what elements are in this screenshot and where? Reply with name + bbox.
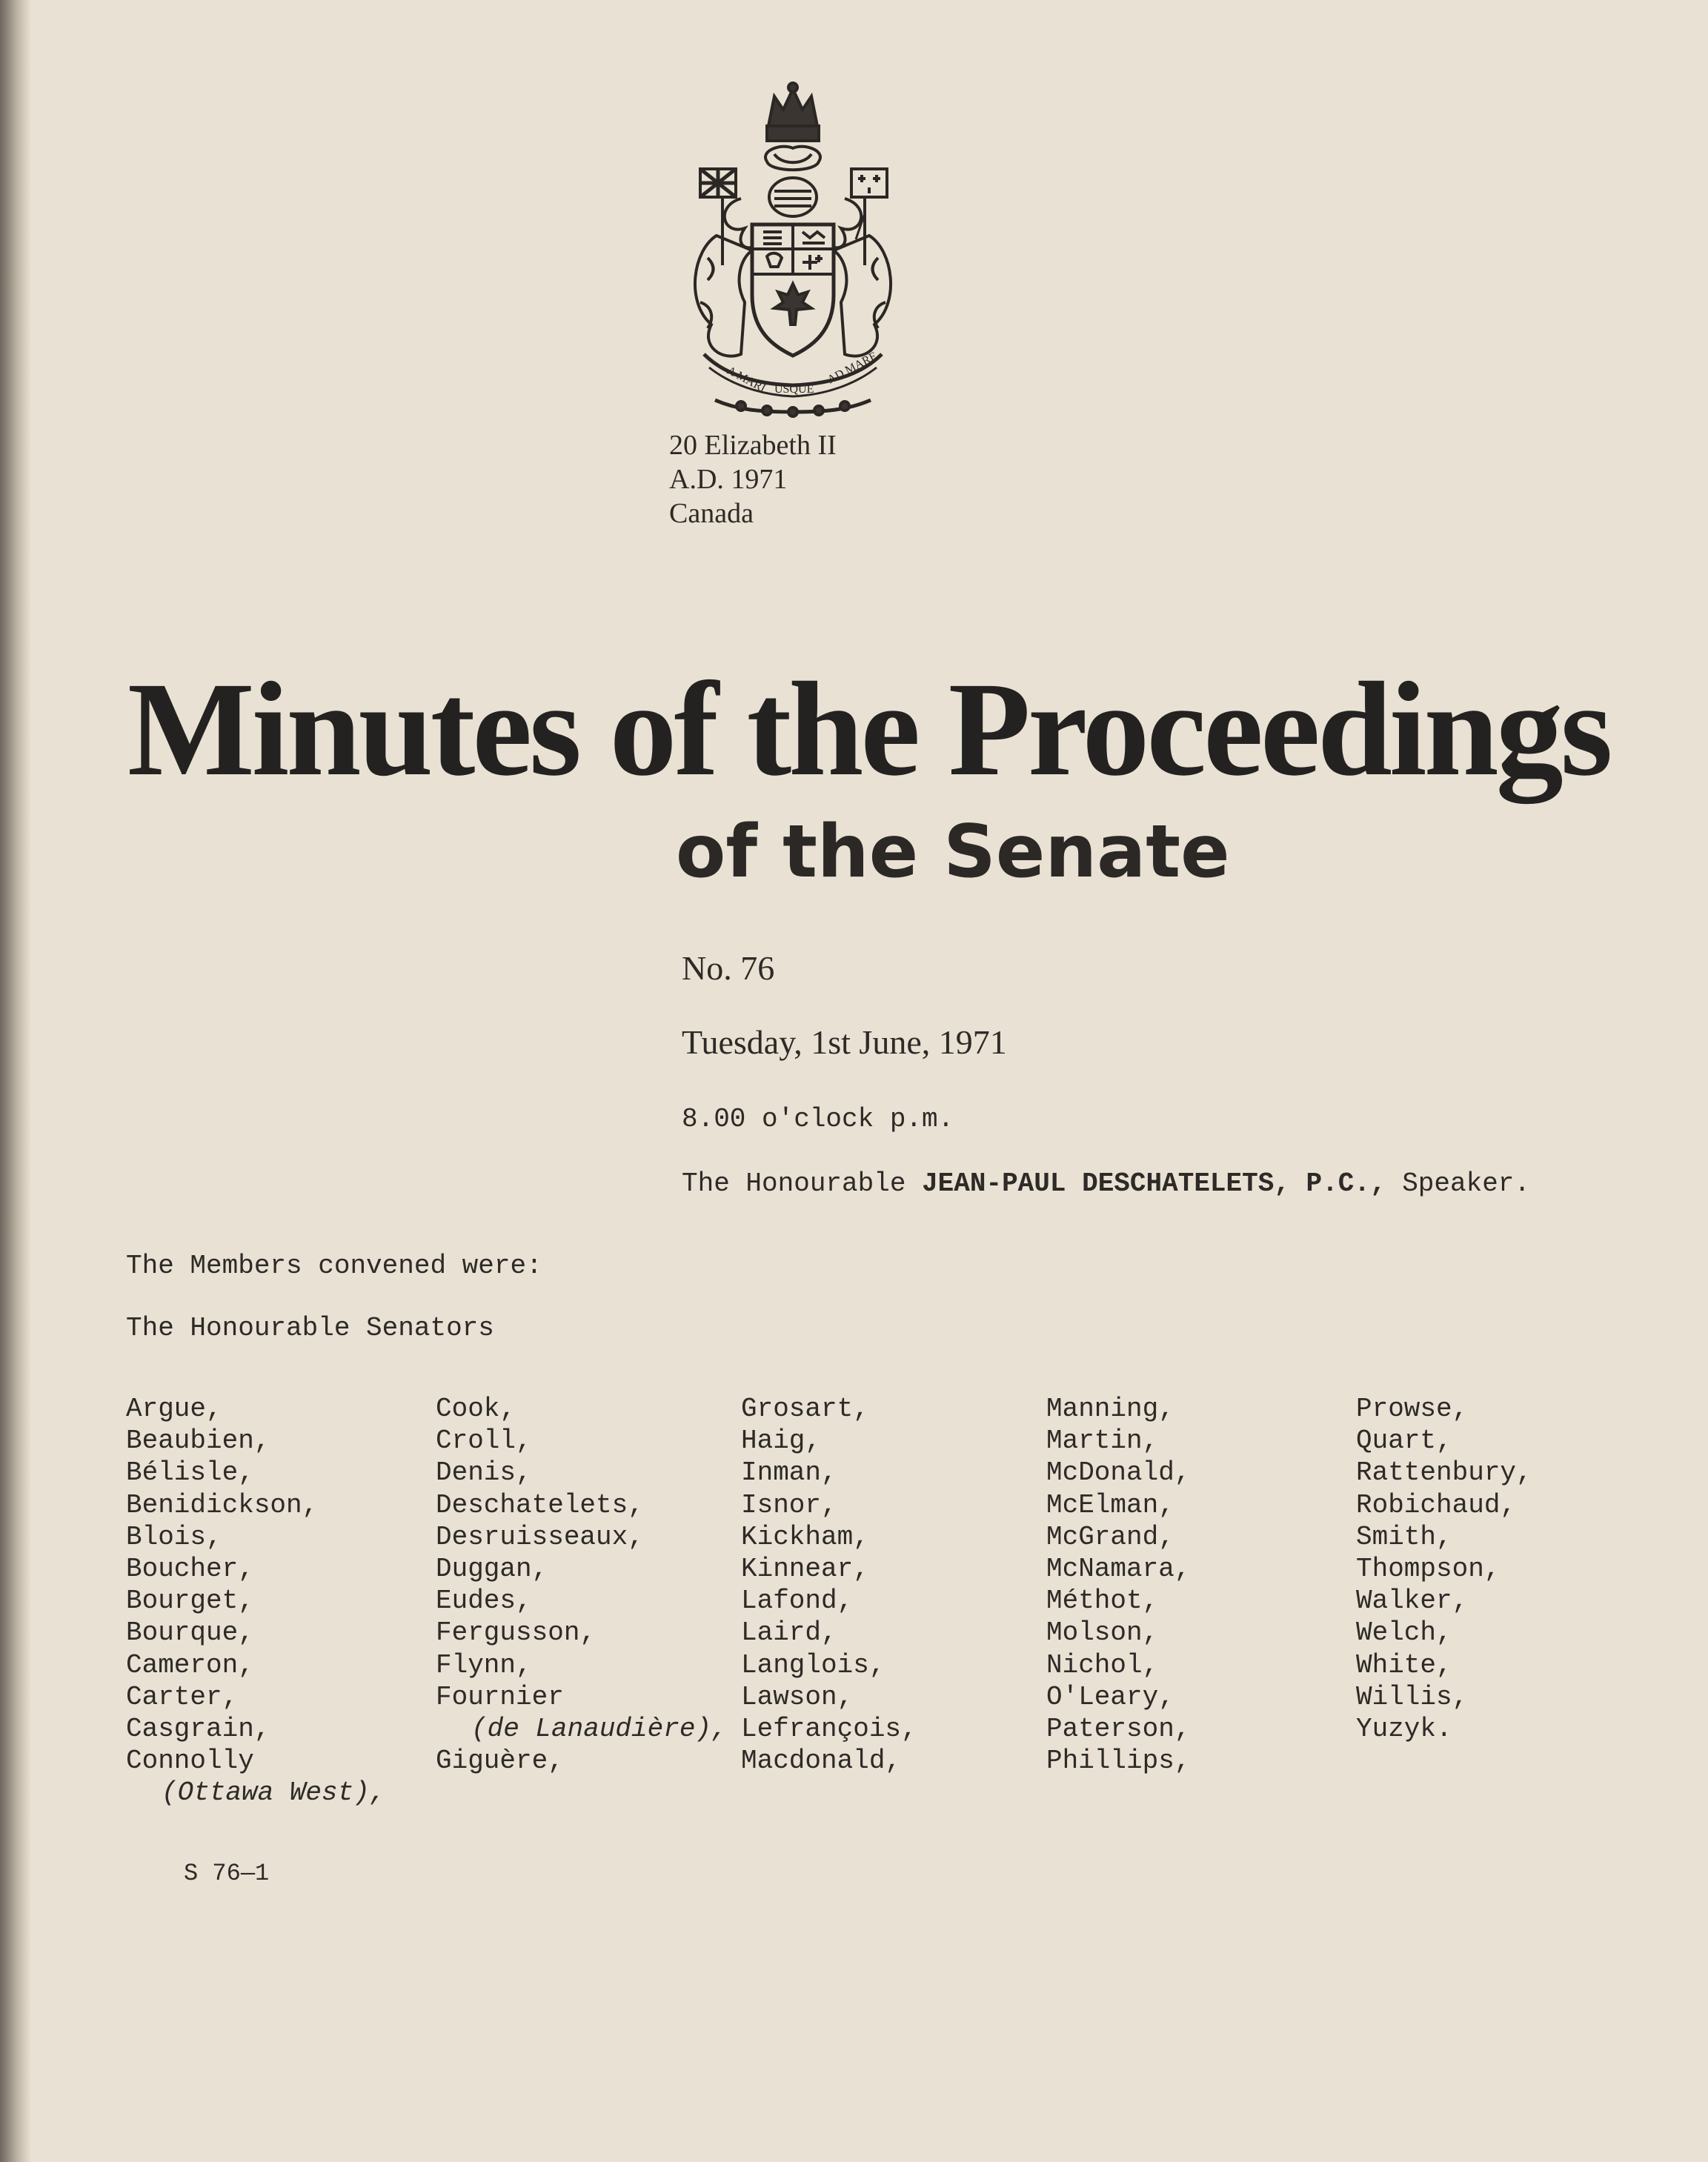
roster-column-3 — [741, 1393, 917, 1777]
senator-name: Denis, — [436, 1457, 532, 1489]
crest-motto-center: USQUE — [774, 383, 814, 396]
issue-number: No. 76 — [682, 949, 775, 987]
roster-column-4 — [1046, 1393, 1190, 1777]
senator-name: McGrand, — [1046, 1521, 1174, 1552]
senator-name: Casgrain, — [126, 1713, 270, 1744]
senator-name: Robichaud, — [1356, 1489, 1517, 1520]
senator-name: Bélisle, — [126, 1457, 254, 1489]
senator-name: Cameron, — [126, 1649, 254, 1680]
senator-name: Molson, — [1046, 1617, 1159, 1649]
senator-name: Boucher, — [126, 1553, 254, 1584]
senator-name: Bourget, — [126, 1586, 254, 1617]
country: Canada — [669, 498, 754, 529]
senator-name: Desruisseaux, — [436, 1521, 644, 1552]
senator-name: White, — [1356, 1649, 1452, 1680]
roster-column-2 — [436, 1393, 728, 1777]
senators-heading: The Honourable Senators — [126, 1313, 494, 1343]
senator-name: Duggan, — [436, 1553, 548, 1584]
senator-name: Fergusson, — [436, 1617, 597, 1649]
senator-name: Croll, — [436, 1426, 532, 1457]
senator-name: Kickham, — [741, 1521, 869, 1552]
senator-name: Blois, — [126, 1521, 222, 1552]
senator-name: Langlois, — [741, 1649, 885, 1680]
calendar-year: A.D. 1971 — [669, 464, 788, 495]
speaker-line — [682, 1168, 1530, 1199]
senator-name: Martin, — [1046, 1426, 1159, 1457]
crest-motto-left: A MARI — [725, 364, 768, 396]
senator-name: Welch, — [1356, 1617, 1452, 1649]
senator-name: Giguère, — [436, 1746, 564, 1777]
senator-name: Inman, — [741, 1457, 837, 1489]
senator-name: Thompson, — [1356, 1553, 1501, 1584]
senator-name-continuation: (Ottawa West), — [162, 1777, 386, 1809]
senator-name: Quart, — [1356, 1426, 1452, 1457]
page-binding-edge — [0, 0, 31, 2162]
convened-statement: The Members convened were: — [126, 1251, 542, 1281]
senator-name: Connolly — [126, 1746, 254, 1777]
senator-name: Beaubien, — [126, 1426, 270, 1457]
senator-name: McElman, — [1046, 1489, 1174, 1520]
senator-name: Haig, — [741, 1426, 822, 1457]
senator-name: Walker, — [1356, 1586, 1469, 1617]
senator-name: Carter, — [126, 1681, 239, 1712]
senator-name: Paterson, — [1046, 1713, 1191, 1744]
senator-name: Kinnear, — [741, 1553, 869, 1584]
senator-name: Lawson, — [741, 1681, 854, 1712]
speaker-name: JEAN-PAUL DESCHATELETS, P.C., — [922, 1168, 1386, 1199]
senator-name: Isnor, — [741, 1489, 837, 1520]
senator-name: Yuzyk. — [1356, 1713, 1452, 1744]
senator-name: Argue, — [126, 1394, 222, 1424]
crest-motto-right: AD MARE — [825, 350, 880, 387]
senator-name: Smith, — [1356, 1521, 1452, 1552]
speaker-prefix: The Honourable — [682, 1168, 906, 1199]
senator-name: Bourque, — [126, 1617, 254, 1649]
page-title: Minutes of the Proceedings — [127, 655, 1610, 804]
senator-name: Lafond, — [741, 1586, 854, 1617]
canadian-coat-of-arms-icon — [671, 80, 915, 421]
sitting-date: Tuesday, 1st June, 1971 — [682, 1023, 1007, 1061]
senator-name: McNamara, — [1046, 1553, 1191, 1584]
speaker-role: Speaker. — [1402, 1168, 1531, 1199]
regnal-block — [669, 428, 837, 530]
senator-name: Macdonald, — [741, 1746, 902, 1777]
regnal-year: 20 Elizabeth II — [669, 430, 837, 461]
senator-name-continuation: (de Lanaudière), — [471, 1713, 728, 1744]
roster-column-5 — [1356, 1393, 1532, 1745]
senator-name: Méthot, — [1046, 1586, 1159, 1617]
senator-name: Laird, — [741, 1617, 837, 1649]
senator-name: Rattenbury, — [1356, 1457, 1532, 1489]
senator-name: Deschatelets, — [436, 1489, 644, 1520]
senator-name: Willis, — [1356, 1681, 1469, 1712]
page-folio: S 76—1 — [184, 1860, 270, 1887]
senator-name: Fournier — [436, 1681, 564, 1712]
senator-name: Grosart, — [741, 1394, 869, 1424]
senator-name: Phillips, — [1046, 1746, 1191, 1777]
senator-name: Eudes, — [436, 1586, 532, 1617]
senator-name: Manning, — [1046, 1394, 1174, 1424]
sitting-time: 8.00 o'clock p.m. — [682, 1104, 954, 1134]
page-subtitle: of the Senate — [676, 810, 1230, 894]
roster-column-1 — [126, 1393, 385, 1809]
senator-name: Flynn, — [436, 1649, 532, 1680]
senator-name: Benidickson, — [126, 1489, 319, 1520]
senator-name: McDonald, — [1046, 1457, 1191, 1489]
senator-name: Lefrançois, — [741, 1713, 917, 1744]
senator-name: O'Leary, — [1046, 1681, 1174, 1712]
senator-name: Cook, — [436, 1394, 516, 1424]
senator-name: Prowse, — [1356, 1394, 1469, 1424]
senator-name: Nichol, — [1046, 1649, 1159, 1680]
